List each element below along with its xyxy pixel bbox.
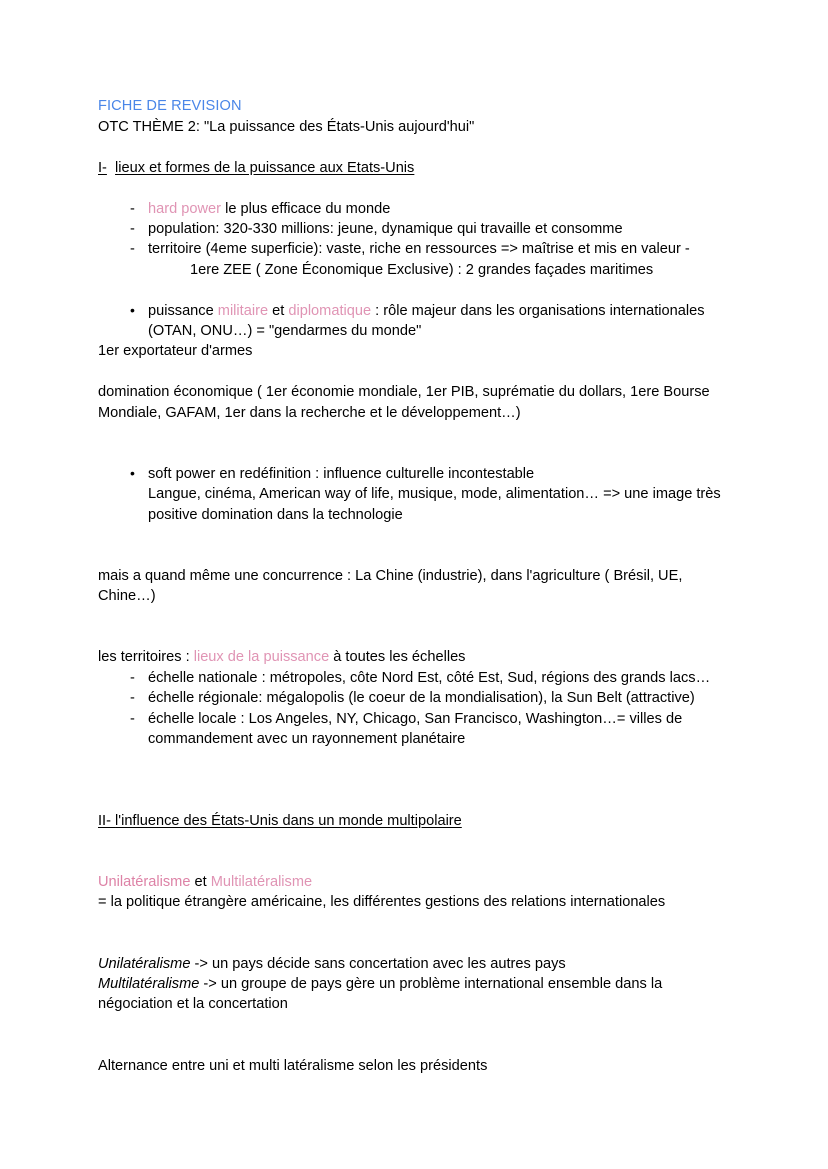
section-1-number: I- — [98, 159, 107, 176]
list-item — [98, 301, 722, 342]
list-item — [98, 709, 722, 750]
definition-unilateralisme-term: Unilatéralisme — [98, 955, 191, 972]
section-2-number: II- — [98, 812, 111, 829]
diplomatique-highlight: diplomatique — [288, 302, 372, 319]
definition-multilateralisme — [98, 974, 722, 1015]
lieux-de-la-puissance-highlight: lieux de la puissance — [193, 649, 330, 666]
spacer — [98, 178, 722, 198]
list-item-text: territoire (4eme superficie): vaste, riche en ressources => maîtrise et mis en valeur - — [148, 241, 690, 258]
territoires-intro-line — [98, 647, 722, 667]
multilateralisme-term: Multilatéralisme — [210, 873, 313, 890]
list-item — [98, 239, 722, 280]
spacer — [98, 280, 722, 300]
list-item — [98, 199, 722, 219]
spacer — [98, 362, 722, 382]
definition-unilateralisme — [98, 954, 722, 974]
fiche-de-revision-title: FICHE DE REVISION — [98, 98, 242, 114]
line-exportateur-armes: 1er exportateur d'armes — [98, 343, 253, 360]
list-item-text: population: 320-330 millions: jeune, dynamique qui travaille et consomme — [148, 220, 623, 237]
spacer — [98, 1035, 722, 1055]
bullet-text-pre: puissance — [148, 302, 218, 319]
paragraph-concurrence: mais a quand même une concurrence : La Chine (industrie), dans l'agriculture ( Brésil, UE, Chine…) — [98, 567, 683, 605]
terms-line-mid: et — [190, 873, 211, 890]
bullet-text-mid: et — [268, 302, 289, 319]
spacer — [98, 749, 722, 769]
territoires-pre: les territoires : — [98, 649, 194, 666]
power-dash-list — [98, 199, 722, 281]
document-subtitle: OTC THÈME 2: "La puissance des États-Unis aujourd'hui" — [98, 118, 475, 135]
spacer — [98, 852, 722, 872]
soft-power-line-1: soft power en redéfinition : influence culturelle incontestable — [148, 465, 535, 482]
military-bullet-list — [98, 301, 722, 342]
militaire-highlight: militaire — [217, 302, 269, 319]
paragraph-domination-economique: domination économique ( 1er économie mondiale, 1er PIB, suprématie du dollars, 1ere Bourse Mondiale, GAFAM, 1er dans la recherche et le développement…) — [98, 384, 710, 421]
spacer — [98, 913, 722, 933]
definition-multilateralisme-text: -> un groupe de pays gère un problème international ensemble dans la négociation et la concertation — [98, 975, 663, 1013]
definition-multilateralisme-term: Multilatéralisme — [98, 975, 200, 992]
spacer — [98, 770, 722, 790]
unilateralisme-term: Unilatéralisme — [98, 873, 191, 890]
terms-line — [98, 872, 722, 892]
spacer — [98, 525, 722, 545]
document-body — [98, 96, 722, 1076]
hard-power-highlight: hard power — [148, 200, 222, 217]
list-item-text: échelle nationale : métropoles, côte Nord Est, côté Est, Sud, régions des grands lacs… — [148, 669, 711, 686]
soft-power-bullet-list — [98, 464, 722, 525]
definition-unilateralisme-text: -> un pays décide sans concertation avec les autres pays — [190, 955, 566, 972]
territoires-dash-list — [98, 668, 722, 750]
list-item-text: échelle locale : Los Angeles, NY, Chicago, San Francisco, Washington…= villes de commandement avec un rayonnement planétaire — [148, 710, 683, 747]
section-1-title: lieux et formes de la puissance aux Etats-Unis — [115, 159, 415, 176]
spacer — [98, 627, 722, 647]
spacer — [98, 933, 722, 953]
list-item — [98, 464, 722, 525]
list-item-subtext: 1ere ZEE ( Zone Économique Exclusive) : 2 grandes façades maritimes — [190, 261, 654, 278]
closing-line: Alternance entre uni et multi latéralisme selon les présidents — [98, 1057, 488, 1074]
spacer — [98, 607, 722, 627]
bullet-text-post: : rôle majeur dans les organisations internationales (OTAN, ONU…) = "gendarmes du monde" — [148, 302, 705, 339]
list-item-text: échelle régionale: mégalopolis (le coeur de la mondialisation), la Sun Belt (attractive) — [148, 690, 695, 707]
soft-power-line-2: Langue, cinéma, American way of life, musique, mode, alimentation… => une image très positive domination dans la technologie — [148, 486, 721, 523]
list-item — [98, 688, 722, 708]
definition-line: = la politique étrangère américaine, les différentes gestions des relations internationales — [98, 894, 666, 911]
spacer — [98, 423, 722, 443]
spacer — [98, 137, 722, 157]
territoires-post: à toutes les échelles — [329, 649, 466, 666]
section-1-heading — [98, 158, 722, 179]
spacer — [98, 443, 722, 463]
spacer — [98, 831, 722, 851]
spacer — [98, 1015, 722, 1035]
list-item-text: le plus efficace du monde — [221, 200, 391, 217]
list-item — [98, 668, 722, 688]
list-item — [98, 219, 722, 239]
section-2-title: l'influence des États-Unis dans un monde multipolaire — [115, 812, 462, 829]
spacer — [98, 545, 722, 565]
spacer — [98, 790, 722, 810]
section-2-heading — [98, 811, 722, 832]
